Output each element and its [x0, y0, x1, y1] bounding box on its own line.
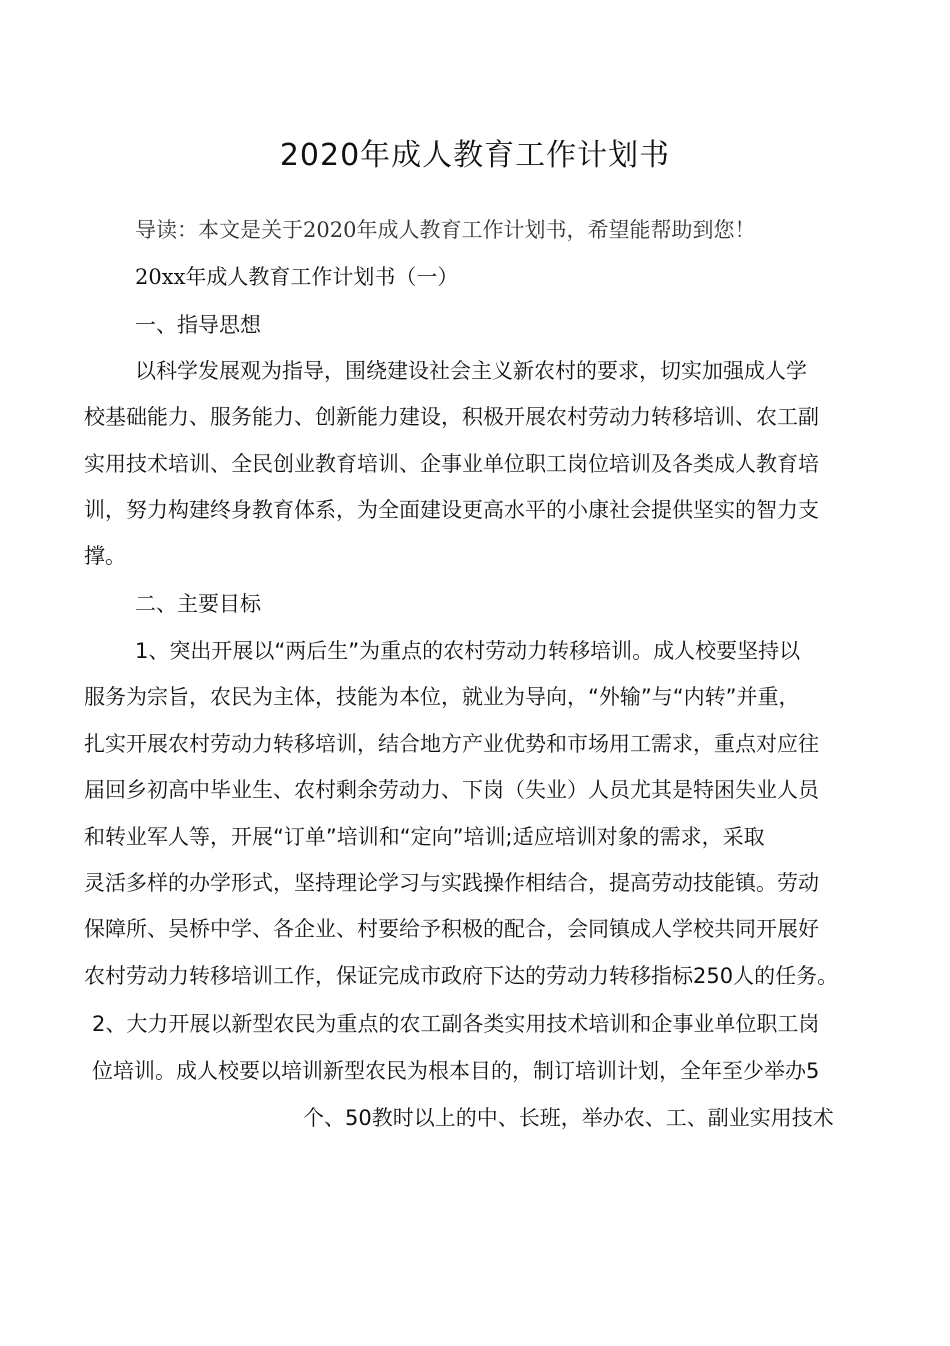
section1-line: 训，努力构建终身教育体系，为全面建设更高水平的小康社会提供坚实的智力支: [84, 498, 819, 522]
section1-line: 校基础能力、服务能力、创新能力建设，积极开展农村劳动力转移培训、农工副: [84, 405, 819, 429]
document-title: 2020年成人教育工作计划书: [279, 138, 671, 173]
sub-title: 20xx年成人教育工作计划书（一）: [135, 265, 459, 289]
section2-item2-line: 位培训。成人校要以培训新型农民为根本目的，制订培训计划，全年至少举办5: [92, 1059, 820, 1083]
section1-line: 撑。: [84, 544, 126, 568]
section2-item1-line: 服务为宗旨，农民为主体，技能为本位，就业为导向，“外输”与“内转”并重，: [84, 685, 800, 709]
section2-item2-line: 个、50教时以上的中、长班，举办农、工、副业实用技术: [303, 1106, 834, 1130]
section2-item1-line: 和转业军人等，开展“订单”培训和“定向”培训;适应培训对象的需求，采取: [84, 825, 765, 849]
section1-heading: 一、指导思想: [135, 313, 261, 337]
section2-item1-line: 保障所、吴桥中学、各企业、村要给予积极的配合，会同镇成人学校共同开展好: [84, 917, 819, 941]
section2-item1-line: 农村劳动力转移培训工作，保证完成市政府下达的劳动力转移指标250人的任务。: [84, 964, 839, 988]
section2-item2-line: 2、大力开展以新型农民为重点的农工副各类实用技术培训和企事业单位职工岗: [92, 1012, 820, 1036]
section2-item1-line: 1、突出开展以“两后生”为重点的农村劳动力转移培训。成人校要坚持以: [135, 639, 801, 663]
section2-item1-line: 届回乡初高中毕业生、农村剩余劳动力、下岗（失业）人员尤其是特困失业人员: [84, 778, 819, 802]
intro-text: 导读：本文是关于2020年成人教育工作计划书，希望能帮助到您！: [135, 218, 756, 242]
section1-line: 以科学发展观为指导，围绕建设社会主义新农村的要求，切实加强成人学: [135, 359, 807, 383]
section1-line: 实用技术培训、全民创业教育培训、企事业单位职工岗位培训及各类成人教育培: [84, 452, 819, 476]
section2-item1-line: 灵活多样的办学形式，坚持理论学习与实践操作相结合，提高劳动技能镇。劳动: [84, 871, 819, 895]
section2-item1-line: 扎实开展农村劳动力转移培训，结合地方产业优势和市场用工需求，重点对应往: [84, 732, 819, 756]
section2-heading: 二、主要目标: [135, 592, 261, 616]
